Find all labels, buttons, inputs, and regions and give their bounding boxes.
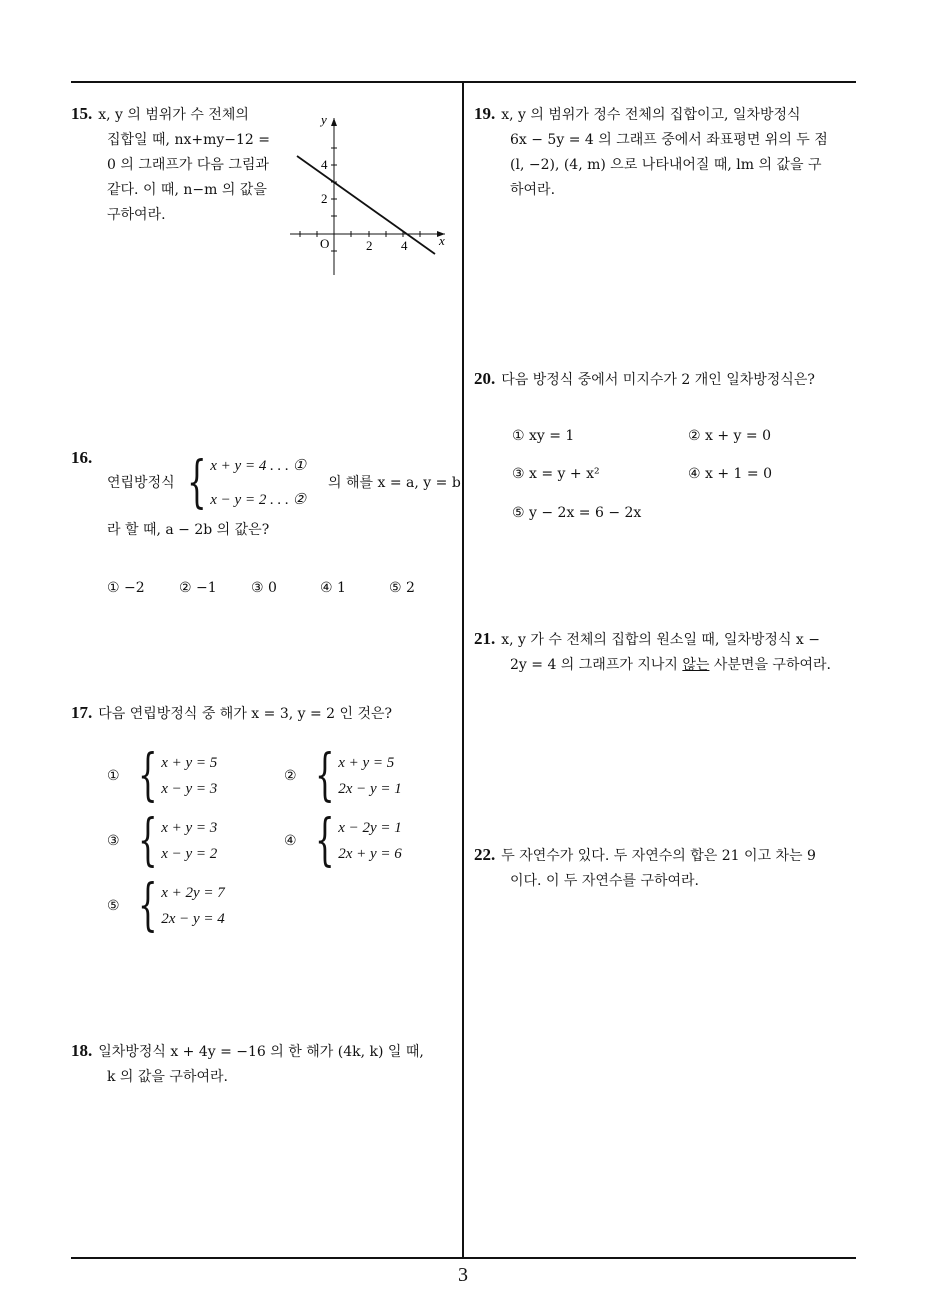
option-mark: ⑤: [107, 898, 120, 914]
q16-eq1: x + y = 4 . . . ①: [210, 457, 307, 474]
q16-eq2: x − y = 2 . . . ②: [210, 491, 307, 508]
bottom-rule: [71, 1257, 856, 1259]
q22-line1: 두 자연수가 있다. 두 자연수의 합은 21 이고 차는 9: [501, 848, 816, 864]
brace-icon: {: [314, 808, 335, 873]
y-tick-2: 2: [321, 191, 328, 206]
q20-option-5[interactable]: ⑤ y − 2x = 6 − 2x: [512, 505, 642, 521]
question-number: 15.: [71, 104, 93, 123]
q19-line4: 하여라.: [510, 182, 556, 198]
q16-system-line: [107, 446, 462, 520]
q16-option-4[interactable]: ④ 1: [320, 580, 346, 596]
q21-emphasis: 않는: [682, 657, 710, 673]
question-19: [474, 101, 864, 203]
q15-graph: [285, 110, 455, 280]
q19-line1: x, y 의 범위가 정수 전체의 집합이고, 일차방정식: [501, 107, 801, 123]
q21-line1: x, y 가 수 전체의 집합의 원소일 때, 일차방정식 x −: [501, 632, 820, 648]
eq2: 2x − y = 1: [338, 780, 402, 797]
question-15: [71, 101, 281, 228]
question-number: 17.: [71, 703, 93, 722]
option-mark: ②: [284, 768, 297, 784]
q18-line1: 일차방정식 x + 4y = −16 의 한 해가 (4k, k) 일 때,: [98, 1044, 424, 1060]
q16-option-2[interactable]: ② −1: [179, 580, 217, 596]
q15-line4: 같다. 이 때, n−m 의 값을: [107, 182, 267, 198]
eq2: 2x − y = 4: [161, 910, 225, 927]
brace-icon: {: [314, 743, 335, 808]
brace-icon: {: [186, 450, 207, 515]
q17-option-3[interactable]: [107, 808, 218, 873]
q16-option-3[interactable]: ③ 0: [251, 580, 277, 596]
question-22: [474, 842, 864, 894]
q16-option-5[interactable]: ⑤ 2: [389, 580, 415, 596]
question-number: 18.: [71, 1041, 93, 1060]
q16-prefix: 연립방정식: [107, 474, 175, 491]
q19-line2: 6x − 5y = 4 의 그래프 중에서 좌표평면 위의 두 점: [510, 132, 828, 148]
brace-icon: {: [137, 873, 158, 938]
column-divider: [462, 81, 464, 1259]
eq1: x − 2y = 1: [338, 819, 402, 836]
question-number: 21.: [474, 629, 496, 648]
q16-system: [179, 450, 307, 515]
q16-option-1[interactable]: ① −2: [107, 580, 145, 596]
y-tick-4: 4: [321, 157, 328, 172]
x-tick-2: 2: [366, 238, 373, 253]
q20-text: 다음 방정식 중에서 미지수가 2 개인 일차방정식은?: [501, 372, 815, 388]
q20-option-4[interactable]: ④ x + 1 = 0: [688, 466, 772, 482]
q16-line2: 라 할 때, a − 2b 의 값은?: [107, 522, 270, 538]
q17-option-1[interactable]: [107, 743, 218, 808]
x-tick-4: 4: [401, 238, 408, 253]
brace-icon: {: [137, 743, 158, 808]
question-number: 19.: [474, 104, 496, 123]
q20-option-1[interactable]: ① xy = 1: [512, 428, 575, 444]
q22-line2: 이다. 이 두 자연수를 구하여라.: [510, 873, 699, 889]
eq1: x + y = 3: [161, 819, 218, 836]
origin-label: O: [320, 236, 330, 251]
brace-icon: {: [137, 808, 158, 873]
q15-line1: x, y 의 범위가 수 전체의: [98, 107, 249, 123]
q15-line3: 0 의 그래프가 다음 그림과: [107, 157, 269, 173]
q16-suffix: 의 해를 x = a, y = b: [328, 474, 461, 491]
q15-line5: 구하여라.: [107, 207, 166, 223]
question-17: [71, 700, 456, 727]
eq1: x + y = 5: [338, 754, 395, 771]
q20-option-2[interactable]: ② x + y = 0: [688, 428, 771, 444]
q21-line2: [474, 653, 864, 678]
eq1: x + y = 5: [161, 754, 218, 771]
q15-line2: 집합일 때, nx+my−12 =: [107, 132, 270, 148]
q17-option-2[interactable]: [284, 743, 402, 808]
x-axis-label: x: [439, 233, 445, 248]
eq2: x − y = 3: [161, 780, 218, 797]
question-21: [474, 626, 864, 678]
question-18: [71, 1038, 461, 1090]
y-axis-label: y: [321, 112, 327, 127]
question-number: 22.: [474, 845, 496, 864]
q20-option-3[interactable]: ③ x = y + x²: [512, 466, 600, 482]
question-20: [474, 366, 864, 393]
eq2: x − y = 2: [161, 845, 218, 862]
q17-option-5[interactable]: [107, 873, 225, 938]
question-number: 20.: [474, 369, 496, 388]
option-mark: ③: [107, 833, 120, 849]
question-number: 16.: [71, 448, 93, 467]
q21-line2-post: 사분면을 구하여라.: [713, 657, 831, 673]
eq2: 2x + y = 6: [338, 845, 402, 862]
q19-line3: (l, −2), (4, m) 으로 나타내어질 때, lm 의 값을 구: [510, 157, 822, 173]
option-mark: ④: [284, 833, 297, 849]
q17-text: 다음 연립방정식 중 해가 x = 3, y = 2 인 것은?: [98, 706, 393, 722]
q17-option-4[interactable]: [284, 808, 402, 873]
page-number: 3: [458, 1264, 468, 1286]
eq1: x + 2y = 7: [161, 884, 225, 901]
q18-line2: k 의 값을 구하여라.: [107, 1069, 228, 1085]
option-mark: ①: [107, 768, 120, 784]
q21-line2-pre: 2y = 4 의 그래프가 지나지: [510, 657, 678, 673]
